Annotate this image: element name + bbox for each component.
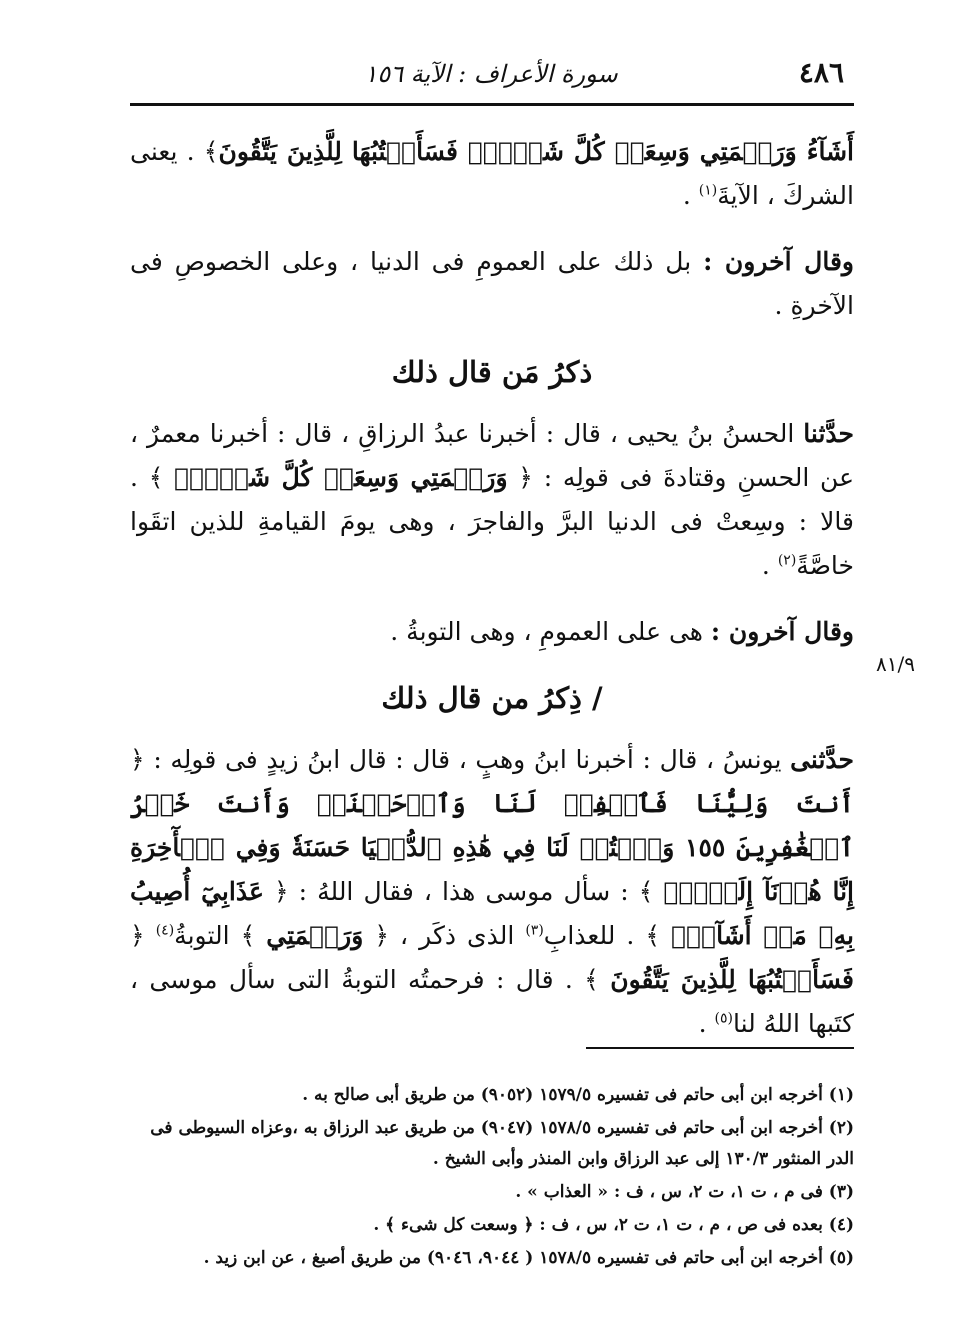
footnote-1: (١) أخرجه ابن أبى حاتم فى تفسيره ١٥٧٩/٥ (٩٠٥٢) من طريق أبى صالح به . — [302, 1085, 854, 1105]
quran-quote: أَشَآءُ وَرَحۡمَتِي وَسِعَتۡ كُلَّ شَيۡءٖۚ فَسَأَكۡتُبُهَا لِلَّذِينَ يَتَّقُونَ — [218, 137, 854, 166]
page-header — [130, 52, 852, 96]
section-heading-1: ذكرُ مَن قال ذلك — [391, 355, 593, 389]
margin-reference: ٨١/٩ — [876, 652, 915, 676]
paragraph-text: الذى ذكَر ، ﴿ — [363, 921, 526, 950]
paragraph-text: ﴾ . يعنى الشركَ ، الآيةَ — [130, 137, 854, 210]
footnotes — [130, 1080, 854, 1276]
footnote-ref-3: (٣) — [525, 922, 544, 939]
footnote-2: (٢) أخرجه ابن أبى حاتم فى تفسيره ١٥٧٨/٥ (٩٠٤٧) من طريق عبد الرزاق به ،وعزاه السيوطى فى الدر المنثور ١٣٠/٣ إلى عبد الرزاق وابن المنذر وأبى الشيخ . — [150, 1118, 854, 1169]
paragraph-end: . — [761, 551, 778, 580]
paragraph-1 — [130, 130, 854, 218]
paragraph-text: ﴾ . قالا : وسِعتْ فى الدنيا البرَّ والفاجرَ ، وهى يومَ القيامةِ للذين اتقَوا خاصَّةً — [130, 463, 854, 580]
paragraph-lead: حدَّثنا — [803, 419, 854, 448]
footnote-rule — [586, 1047, 854, 1049]
section-heading-2: / ذِكرُ من قال ذلك — [381, 681, 603, 715]
footnote-ref-1: (١) — [698, 182, 718, 199]
header-rule — [130, 103, 854, 106]
quran-quote: فَسَأَكۡتُبُهَا لِلَّذِينَ يَتَّقُونَ — [610, 965, 854, 994]
paragraph-end: . — [682, 181, 699, 210]
page-number: ٤٨٦ — [798, 56, 844, 89]
footnote-4: (٤) بعده فى ص ، م ، ت ١، ت ٢، س ، ف : ﴿ وسعت كل شىء ﴾ . — [373, 1215, 854, 1235]
paragraph-5 — [130, 738, 854, 1046]
paragraph-lead: حدَّثنى — [790, 745, 854, 774]
body-text — [130, 130, 854, 1046]
paragraph-3 — [130, 412, 854, 588]
spacer — [130, 218, 854, 240]
footnote-ref-2: (٢) — [777, 552, 797, 569]
paragraph-text: الحسنُ بنُ يحيى ، قال : أخبرنا عبدُ الرزاقِ ، قال : أخبرنا معمرٌ ، عن الحسنِ وقتادةَ فى قولِه : ﴿ — [130, 419, 854, 492]
paragraph-text: ﴾ . للعذابِ — [543, 921, 672, 950]
footnote-5: (٥) أخرجه ابن أبى حاتم فى تفسيره ١٥٧٨/٥ ( ٩٠٤٤، ٩٠٤٦) من طريق أصبغ ، عن ابن زيد . — [203, 1248, 854, 1268]
quran-quote: وَرَحۡمَتِي وَسِعَتۡ كُلَّ شَيۡءٖۚ — [174, 463, 508, 492]
quran-quote: عَذَابِيٓ أُصِيبُ بِهِۦ مَنۡ أَشَآءُۖ — [130, 877, 854, 950]
paragraph-text: ﴿ — [130, 921, 156, 950]
paragraph-4 — [130, 610, 854, 654]
quran-quote: أَنتَ وَلِيُّنَا فَٱغۡفِرۡ لَنَا وَٱرۡحَمۡنَاۖ وَأَنتَ خَيۡرُ ٱلۡغَٰفِرِينَ ١٥٥ وَٱكۡتُبۡ لَنَا فِي هَٰذِهِ ٱلدُّنۡيَا حَسَنَةٗ وَفِي ٱلۡأٓخِرَةِ إِنَّا هُدۡنَآ إِلَيۡكَۚ — [130, 789, 854, 906]
footnote-3: (٣) فى م ، ت ١، ت ٢، س ، ف : « العذاب » . — [515, 1182, 854, 1202]
paragraph-lead: وقال آخرون : — [703, 247, 854, 276]
paragraph-text: ﴾ التوبةُ — [174, 921, 267, 950]
footnote-ref-5: (٥) — [714, 1010, 733, 1027]
paragraph-text: بل ذلك على العمومِ فى الدنيا ، وعلى الخصوصِ فى الآخرةِ . — [130, 247, 854, 320]
footnote-ref-4: (٤) — [155, 922, 175, 939]
paragraph-text: يونسُ ، قال : أخبرنا ابنُ وهبٍ ، قال : قال ابنُ زيدٍ فى قولِه : ﴿ — [130, 745, 791, 774]
paragraph-text: ﴾ . قال : فرحمتُه التوبةُ التى سأل موسى ، كتَبها اللهُ لنا — [130, 965, 854, 1038]
paragraph-text: ﴾ : سأل موسى هذا ، فقال اللهُ : ﴿ — [263, 877, 664, 906]
paragraph-end: . — [698, 1009, 715, 1038]
quran-quote: وَرَحۡمَتِي — [266, 921, 364, 950]
paragraph-lead: وقال آخرون : — [710, 617, 854, 646]
paragraph-text: هى على العمومِ ، وهى التوبةُ . — [390, 617, 711, 646]
running-title: سورة الأعراف : الآية ١٥٦ — [364, 60, 618, 88]
spacer — [130, 588, 854, 610]
paragraph-2 — [130, 240, 854, 328]
